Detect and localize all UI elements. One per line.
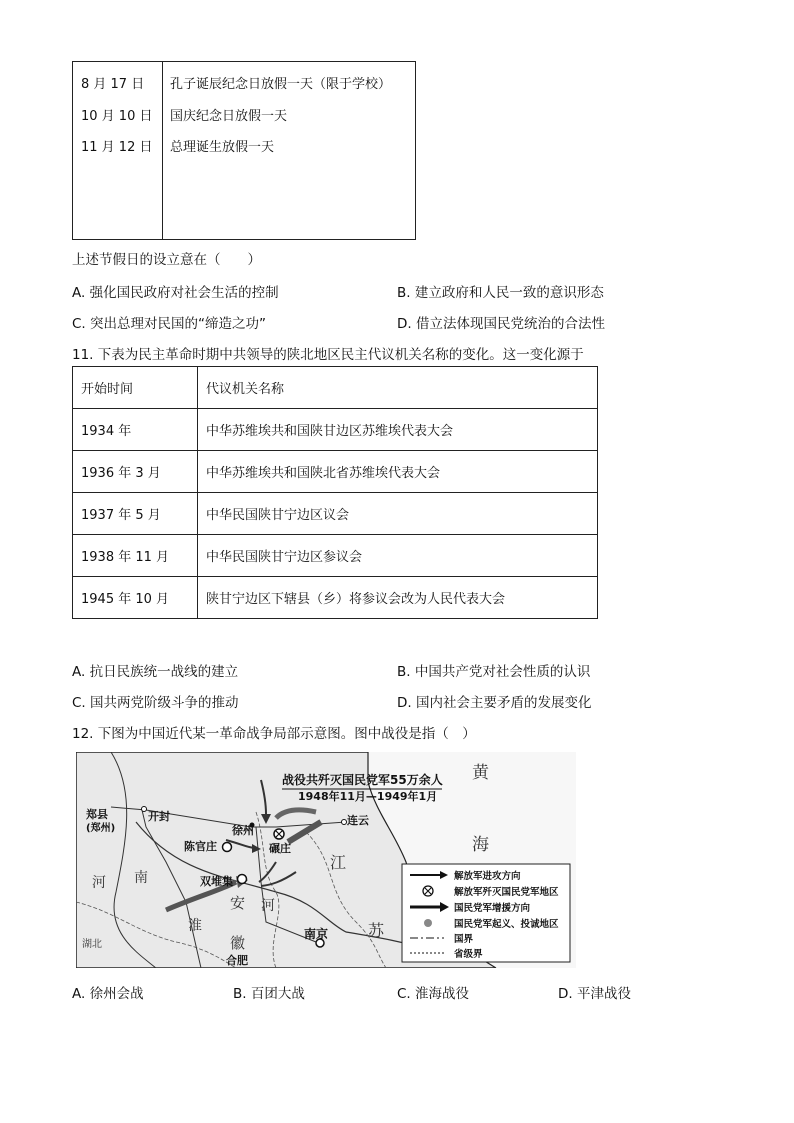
- place-label: 开封: [148, 810, 170, 823]
- q12-option-a[interactable]: A. 徐州会战: [72, 986, 144, 1002]
- region-label: 河: [261, 898, 275, 914]
- table-cell-time: 1936 年 3 月: [73, 451, 198, 493]
- q12-option-c[interactable]: C. 淮海战役: [397, 986, 470, 1002]
- q10-option-a[interactable]: A. 强化国民政府对社会生活的控制: [72, 285, 279, 301]
- place-label: 双堆集: [200, 875, 233, 888]
- place-label: 连云: [347, 814, 369, 827]
- region-label: 黄: [472, 763, 489, 783]
- table-header-cell: 开始时间: [73, 367, 198, 409]
- region-label: 南: [134, 870, 148, 886]
- city-marker: [342, 820, 347, 825]
- region-label: 河: [92, 875, 106, 891]
- table-row: [73, 493, 598, 535]
- battle-map-svg: [76, 752, 576, 968]
- legend-label: 国民党军起义、投诚地区: [454, 919, 559, 930]
- q12-stem: 12. 下图为中国近代某一革命战争局部示意图。图中战役是指（ ）: [72, 726, 476, 742]
- legend-label: 省级界: [454, 949, 483, 960]
- holiday-desc: 孔子诞辰纪念日放假一天（限于学校）: [170, 77, 392, 92]
- q10-option-c[interactable]: C. 突出总理对民国的“缔造之功”: [72, 316, 266, 332]
- place-label: 陈官庄: [184, 840, 217, 853]
- holiday-date: 11 月 12 日: [81, 140, 153, 155]
- legend-label: 解放军歼灭国民党军地区: [454, 887, 559, 898]
- table-row: [73, 535, 598, 577]
- region-label: 江: [330, 853, 347, 872]
- legend-label: 解放军进攻方向: [454, 871, 521, 882]
- q11-stem: 11. 下表为民主革命时期中共领导的陕北地区民主代议机关名称的变化。这一变化源于: [72, 347, 584, 363]
- table-cell-name: 中华民国陕甘宁边区议会: [198, 493, 598, 535]
- region-label: 安: [230, 894, 246, 912]
- city-marker: [142, 807, 147, 812]
- q11-table: [72, 366, 598, 619]
- table-row: [73, 451, 598, 493]
- map-title: 战役共歼灭国民党军55万余人: [282, 773, 443, 787]
- table-row: [73, 577, 598, 619]
- holiday-date: 8 月 17 日: [81, 77, 145, 92]
- region-label: 苏: [368, 921, 385, 940]
- q12-option-d[interactable]: D. 平津战役: [558, 986, 631, 1002]
- encirclement-marker: [238, 875, 247, 884]
- region-label: 海: [472, 835, 489, 855]
- table-cell-name: 陕甘宁边区下辖县（乡）将参议会改为人民代表大会: [198, 577, 598, 619]
- place-label: 合肥: [226, 954, 248, 967]
- q12-option-b[interactable]: B. 百团大战: [233, 986, 305, 1002]
- legend-label: 国民党军增援方向: [454, 903, 531, 914]
- table-row: [73, 409, 598, 451]
- legend-label: 国界: [454, 934, 474, 945]
- q10-stem: 上述节假日的设立意在（ ）: [72, 252, 261, 268]
- place-label: 徐州: [232, 824, 254, 837]
- holiday-table: [72, 61, 416, 240]
- battle-map: [76, 752, 576, 968]
- place-label: (郑州): [86, 823, 116, 834]
- legend-surrender-icon: [424, 919, 432, 927]
- table-cell-name: 中华民国陕甘宁边区参议会: [198, 535, 598, 577]
- holiday-desc: 总理诞生放假一天: [170, 140, 275, 155]
- table-cell-name: 中华苏维埃共和国陕北省苏维埃代表大会: [198, 451, 598, 493]
- table-cell-time: 1938 年 11 月: [73, 535, 198, 577]
- q10-option-b[interactable]: B. 建立政府和人民一致的意识形态: [397, 285, 604, 301]
- place-label: 碾庄: [269, 842, 291, 855]
- region-label: 淮: [188, 918, 202, 934]
- table-cell-name: 中华苏维埃共和国陕甘边区苏维埃代表大会: [198, 409, 598, 451]
- q11-option-c[interactable]: C. 国共两党阶级斗争的推动: [72, 695, 239, 711]
- table-header-row: [73, 367, 598, 409]
- region-label: 徽: [230, 934, 246, 952]
- place-label: 郑县: [86, 808, 108, 821]
- table-header-cell: 代议机关名称: [198, 367, 598, 409]
- q11-option-d[interactable]: D. 国内社会主要矛盾的发展变化: [397, 695, 592, 711]
- q10-option-d[interactable]: D. 借立法体现国民党统治的合法性: [397, 316, 605, 332]
- table-cell-time: 1937 年 5 月: [73, 493, 198, 535]
- place-label: 湖北: [82, 939, 102, 950]
- encirclement-marker: [223, 843, 232, 852]
- holiday-desc: 国庆纪念日放假一天: [170, 109, 288, 124]
- place-label: 南京: [304, 927, 329, 941]
- map-subtitle: 1948年11月—1949年1月: [298, 790, 438, 803]
- q11-option-a[interactable]: A. 抗日民族统一战线的建立: [72, 664, 239, 680]
- q11-option-b[interactable]: B. 中国共产党对社会性质的认识: [397, 664, 591, 680]
- holiday-date: 10 月 10 日: [81, 109, 153, 124]
- table-cell-time: 1934 年: [73, 409, 198, 451]
- table-cell-time: 1945 年 10 月: [73, 577, 198, 619]
- holiday-table-divider: [162, 62, 163, 239]
